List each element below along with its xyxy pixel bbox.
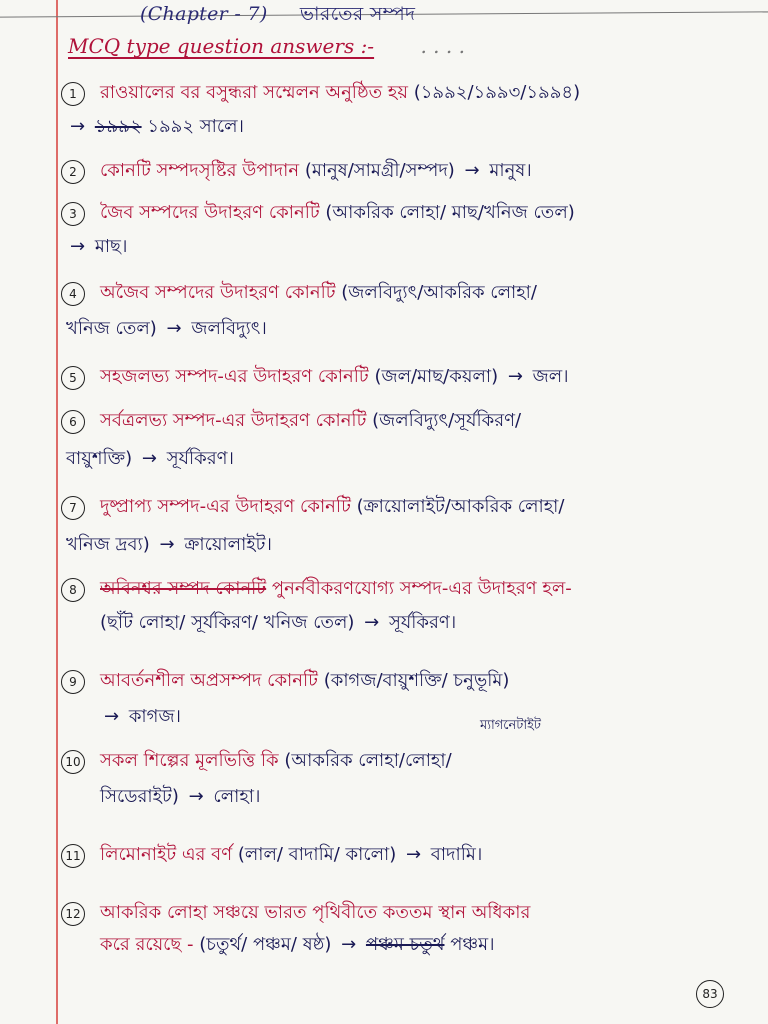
question-stem: আকরিক লোহা সঞ্চয়ে ভারত পৃথিবীতে কততম স্থান অধিকার	[100, 902, 531, 923]
question-options: (ক্রায়োলাইট/আকরিক লোহা/	[356, 496, 565, 517]
answer-line	[100, 932, 754, 958]
arrow-icon: →	[141, 448, 157, 469]
question-options: (আকরিক লোহা/লোহা/	[284, 750, 452, 771]
question-number: 5	[61, 366, 85, 390]
question-options: (মানুষ/সামগ্রী/সম্পদ)	[304, 160, 455, 181]
question-options-cont: বায়ুশক্তি)	[66, 448, 133, 469]
question-options: (আকরিক লোহা/ মাছ/খনিজ তেল)	[325, 202, 575, 223]
question-stem: আবর্তনশীল অপ্রসম্পদ কোনটি	[100, 670, 318, 691]
answer-text: লোহা।	[213, 786, 261, 807]
arrow-icon: →	[104, 706, 120, 727]
question-options: (জল/মাছ/কয়লা)	[374, 366, 499, 387]
answer-line	[100, 704, 754, 730]
answer-line	[100, 784, 754, 810]
arrow-icon: →	[364, 612, 380, 633]
margin-line	[56, 0, 58, 1024]
question-number: 2	[61, 160, 85, 184]
question-number: 11	[61, 844, 85, 868]
question-number: 4	[61, 282, 85, 306]
question-line	[100, 364, 754, 390]
chapter-label: (Chapter - 7)	[140, 3, 268, 25]
question-options-cont: সিডেরাইট)	[100, 786, 179, 807]
answer-text: বাদামি।	[430, 844, 483, 865]
struck-text: অবিনশ্বর সম্পদ কোনটি	[100, 578, 267, 599]
answer-text: জল।	[532, 366, 569, 387]
question-line	[100, 158, 754, 184]
question-line	[100, 408, 754, 434]
arrow-icon: →	[341, 934, 357, 955]
section-title	[68, 34, 465, 58]
question-stem: অজৈব সম্পদের উদাহরণ কোনটি	[100, 282, 336, 303]
question-stem: কোনটি সম্পদসৃষ্টির উপাদান	[100, 160, 300, 181]
question-options: (লাল/ বাদামি/ কালো)	[237, 844, 397, 865]
answer-text: সূর্যকিরণ।	[389, 612, 457, 633]
answer-line	[66, 316, 754, 342]
question-line	[100, 80, 754, 106]
question-options: (জলবিদ্যুৎ/সূর্যকিরণ/	[372, 410, 522, 431]
answer-line	[66, 234, 754, 260]
question-line	[100, 668, 754, 694]
answer-line	[100, 610, 754, 636]
inserted-correction: ম্যাগনেটাইট	[480, 718, 541, 733]
arrow-icon: →	[405, 844, 422, 865]
question-stem: সকল শিল্পের মূলভিত্তি কি	[100, 750, 279, 771]
answer-line	[66, 446, 754, 472]
arrow-icon: →	[159, 534, 175, 555]
topic-title: ভারতের সম্পদ	[299, 3, 416, 25]
question-number: 8	[61, 578, 85, 602]
arrow-icon: →	[70, 116, 86, 137]
question-line	[100, 494, 754, 520]
answer-text: কাগজ।	[128, 706, 181, 727]
question-stem-cont: করে রয়েছে -	[100, 934, 194, 955]
answer-text: পঞ্চম।	[450, 934, 495, 955]
arrow-icon: →	[188, 786, 204, 807]
question-stem: সহজলভ্য সম্পদ-এর উদাহরণ কোনটি	[100, 366, 369, 387]
answer-line	[66, 532, 754, 558]
arrow-icon: →	[464, 160, 480, 181]
section-title-text: MCQ type question answers :-	[68, 34, 375, 58]
question-stem: জৈব সম্পদের উদাহরণ কোনটি	[100, 202, 320, 223]
question-stem: রাওয়ালের বর বসুন্ধরা সম্মেলন অনুষ্ঠিত হয়	[100, 82, 408, 103]
question-options: (জলবিদ্যুৎ/আকরিক লোহা/	[341, 282, 537, 303]
question-line	[100, 748, 754, 774]
page-number: 83	[696, 980, 724, 1008]
question-line	[100, 842, 754, 868]
question-options-cont: খনিজ তেল)	[66, 318, 157, 339]
answer-text: জলবিদ্যুৎ।	[191, 318, 267, 339]
struck-text: ১৯৯২	[94, 116, 142, 137]
question-line	[100, 900, 754, 926]
question-stem: দুষ্প্রাপ্য সম্পদ-এর উদাহরণ কোনটি	[100, 496, 351, 517]
question-stem: পুনর্নবীকরণযোগ্য সম্পদ-এর উদাহরণ হল-	[271, 578, 572, 599]
question-line	[100, 200, 754, 226]
question-line	[100, 576, 754, 602]
question-number: 10	[61, 750, 85, 774]
answer-text: ১৯৯২ সালে।	[147, 116, 244, 137]
question-number: 3	[61, 202, 85, 226]
question-number: 7	[61, 496, 85, 520]
struck-text: পঞ্চম চতুর্থ	[365, 934, 445, 955]
page-header	[140, 0, 415, 32]
answer-text: সূর্যকিরণ।	[166, 448, 234, 469]
question-options-cont: খনিজ দ্রব্য)	[66, 534, 150, 555]
arrow-icon: →	[507, 366, 523, 387]
answer-text: ক্রায়োলাইট।	[184, 534, 272, 555]
arrow-icon: →	[70, 236, 86, 257]
question-stem: সর্বত্রলভ্য সম্পদ-এর উদাহরণ কোনটি	[100, 410, 367, 431]
question-line	[100, 280, 754, 306]
question-options: (১৯৯২/১৯৯৩/১৯৯৪)	[413, 82, 581, 103]
answer-text: মানুষ।	[489, 160, 532, 181]
question-options: (ছাঁট লোহা/ সূর্যকিরণ/ খনিজ তেল)	[100, 612, 355, 633]
arrow-icon: →	[166, 318, 182, 339]
answer-text: মাছ।	[94, 236, 128, 257]
answer-line	[66, 114, 754, 140]
question-number: 6	[61, 410, 85, 434]
question-options: (কাগজ/বায়ুশক্তি/ চনুভূমি)	[323, 670, 510, 691]
question-options: (চতুর্থ/ পঞ্চম/ ষষ্ঠ)	[199, 934, 332, 955]
question-number: 1	[61, 82, 85, 106]
trailing-dots: . . . .	[420, 34, 465, 58]
question-number: 9	[61, 670, 85, 694]
question-stem: লিমোনাইট এর বর্ণ	[100, 844, 233, 865]
question-number: 12	[61, 902, 85, 926]
